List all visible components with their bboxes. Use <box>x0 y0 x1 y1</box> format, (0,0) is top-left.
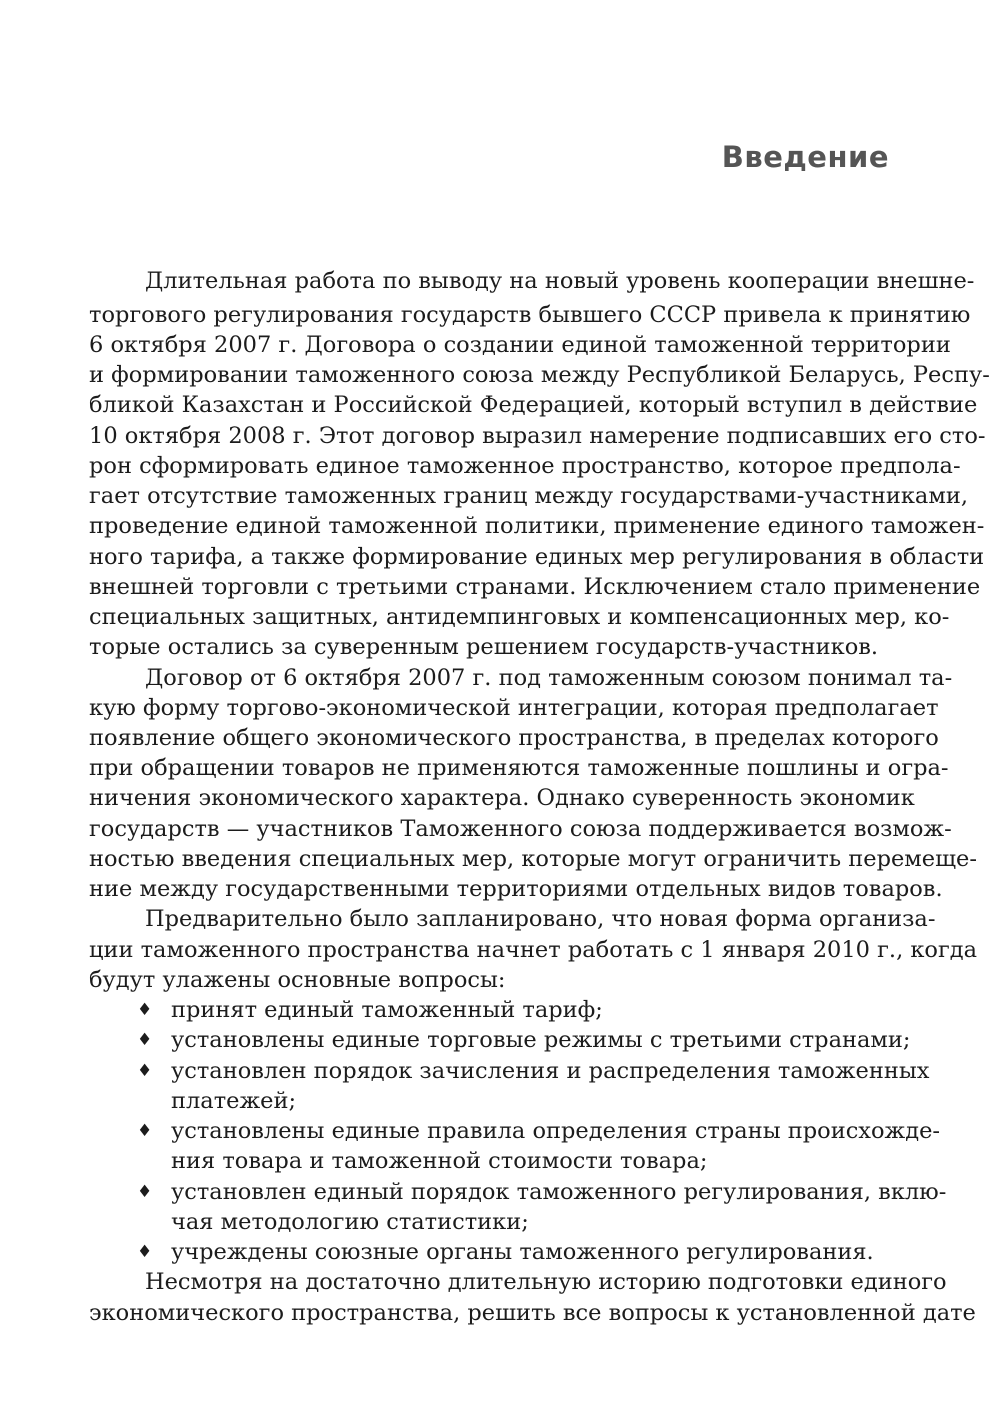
text-line: будут улажены основные вопросы: <box>89 967 506 993</box>
list-item-continuation: чая методологию статистики; <box>171 1209 529 1235</box>
list-item: установлены единые торговые режимы с третьими странами; <box>171 1027 911 1053</box>
text-line: 6 октября 2007 г. Договора о создании единой таможенной территории <box>89 332 951 358</box>
bullet-icon: ♦ <box>137 1242 153 1262</box>
text-line: ного тарифа, а также формирование единых мер регулирования в области <box>89 544 985 570</box>
text-line: экономического пространства, решить все вопросы к установленной дате <box>89 1300 976 1326</box>
list-item: установлены единые правила определения страны происхожде- <box>171 1118 940 1144</box>
list-item: принят единый таможенный тариф; <box>171 997 603 1023</box>
text-line: проведение единой таможенной политики, применение единого таможен- <box>89 513 985 539</box>
list-item: установлен единый порядок таможенного регулирования, вклю- <box>171 1179 947 1205</box>
text-line: бликой Казахстан и Российской Федерацией, который вступил в действие <box>89 392 978 418</box>
text-line: кую форму торгово-экономической интеграции, которая предполагает <box>89 695 939 721</box>
text-line: ции таможенного пространства начнет работать с 1 января 2010 г., когда <box>89 937 978 963</box>
text-line: ние между государственными территориями отдельных видов товаров. <box>89 876 943 902</box>
bullet-icon: ♦ <box>137 1061 153 1081</box>
bullet-icon: ♦ <box>137 1030 153 1050</box>
text-line: и формировании таможенного союза между Республикой Беларусь, Респу- <box>89 362 990 388</box>
text-line: рон сформировать единое таможенное пространство, которое предпола- <box>89 453 961 479</box>
text-line: ничения экономического характера. Однако суверенность экономик <box>89 785 915 811</box>
text-line: внешней торговли с третьими странами. Исключением стало применение <box>89 574 981 600</box>
text-line: торые остались за суверенным решением государств-участников. <box>89 634 879 660</box>
chapter-heading: Введение <box>721 140 889 174</box>
text-line: Длительная работа по выводу на новый уровень кооперации внешне- <box>145 268 975 294</box>
text-line: специальных защитных, антидемпинговых и компенсационных мер, ко- <box>89 604 950 630</box>
bullet-icon: ♦ <box>137 1121 153 1141</box>
text-line: торгового регулирования государств бывшего СССР привела к принятию <box>89 302 971 328</box>
text-line: Несмотря на достаточно длительную историю подготовки единого <box>145 1269 947 1295</box>
text-line: при обращении товаров не применяются таможенные пошлины и огра- <box>89 755 949 781</box>
list-item: установлен порядок зачисления и распределения таможенных <box>171 1058 930 1084</box>
text-line: Договор от 6 октября 2007 г. под таможенным союзом понимал та- <box>145 665 953 691</box>
text-line: гает отсутствие таможенных границ между государствами-участниками, <box>89 483 968 509</box>
list-item-continuation: ния товара и таможенной стоимости товара; <box>171 1148 708 1174</box>
text-line: появление общего экономического пространства, в пределах которого <box>89 725 939 751</box>
list-item-continuation: платежей; <box>171 1088 297 1114</box>
text-line: ностью введения специальных мер, которые могут ограничить перемеще- <box>89 846 977 872</box>
text-line: Предварительно было запланировано, что новая форма организа- <box>145 906 936 932</box>
list-item: учреждены союзные органы таможенного регулирования. <box>171 1239 874 1265</box>
bullet-icon: ♦ <box>137 1000 153 1020</box>
bullet-icon: ♦ <box>137 1182 153 1202</box>
text-line: 10 октября 2008 г. Этот договор выразил намерение подписавших его сто- <box>89 423 986 449</box>
text-line: государств — участников Таможенного союза поддерживается возмож- <box>89 816 952 842</box>
